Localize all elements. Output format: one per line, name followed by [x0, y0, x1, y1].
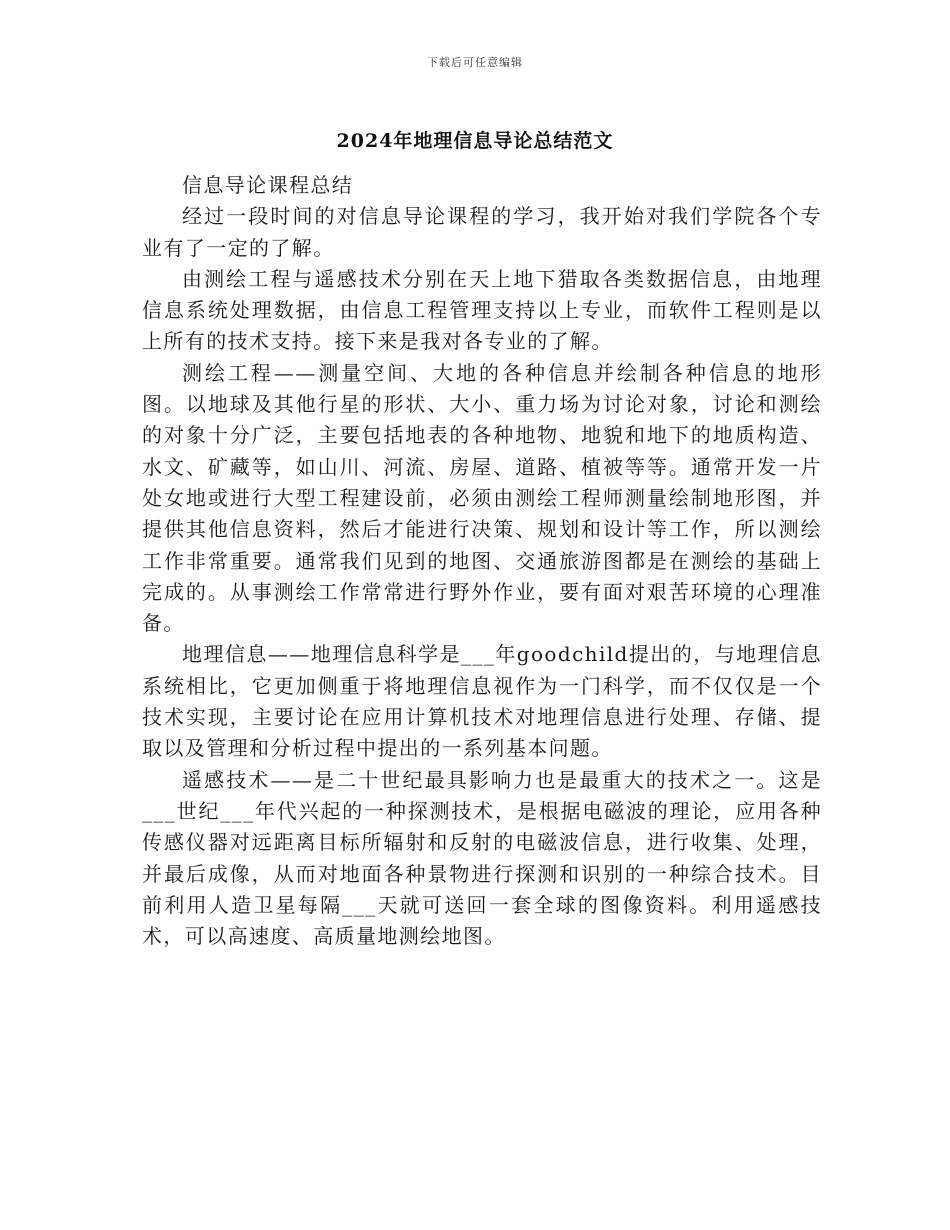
paragraph-geoinfo: 地理信息——地理信息科学是___年goodchild提出的，与地理信息系统相比，它更加侧重于将地理信息视作为一门科学，而不仅仅是一个技术实现，主要讨论在应用计算机技术对地理信息进行处理、存储、提取以及管理和分析过程中提出的一系列基本问题。 [142, 642, 822, 761]
paragraph-surveying: 测绘工程——测量空间、大地的各种信息并绘制各种信息的地形图。以地球及其他行星的形状、大小、重力场为讨论对象，讨论和测绘的对象十分广泛，主要包括地表的各种地物、地貌和地下的地质构造、水文、矿藏等，如山川、河流、房屋、道路、植被等等。通常开发一片处女地或进行大型工程建设前，必须由测绘工程师测量绘制地形图，并提供其他信息资料，然后才能进行决策、规划和设计等工作，所以测绘工作非常重要。通常我们见到的地图、交通旅游图都是在测绘的基础上完成的。从事测绘工作常常进行野外作业，要有面对艰苦环境的心理准备。 [142, 360, 822, 636]
paragraph-overview: 由测绘工程与遥感技术分别在天上地下猎取各类数据信息，由地理信息系统处理数据，由信息工程管理支持以上专业，而软件工程则是以上所有的技术支持。接下来是我对各专业的了解。 [142, 266, 822, 354]
paragraph-remote-sensing: 遥感技术——是二十世纪最具影响力也是最重大的技术之一。这是___世纪___年代兴起的一种探测技术，是根据电磁波的理论，应用各种传感仪器对远距离目标所辐射和反射的电磁波信息，进行收集、处理，并最后成像，从而对地面各种景物进行探测和识别的一种综合技术。目前利用人造卫星每隔___天就可送回一套全球的图像资料。利用遥感技术，可以高速度、高质量地测绘地图。 [142, 767, 822, 949]
paragraph-intro: 经过一段时间的对信息导论课程的学习，我开始对我们学院各个专业有了一定的了解。 [142, 204, 822, 260]
document-body [142, 170, 822, 952]
download-note: 下载后可任意编辑 [427, 56, 523, 69]
document-title: 2024年地理信息导论总结范文 [336, 130, 614, 152]
section-heading: 信息导论课程总结 [182, 173, 354, 197]
